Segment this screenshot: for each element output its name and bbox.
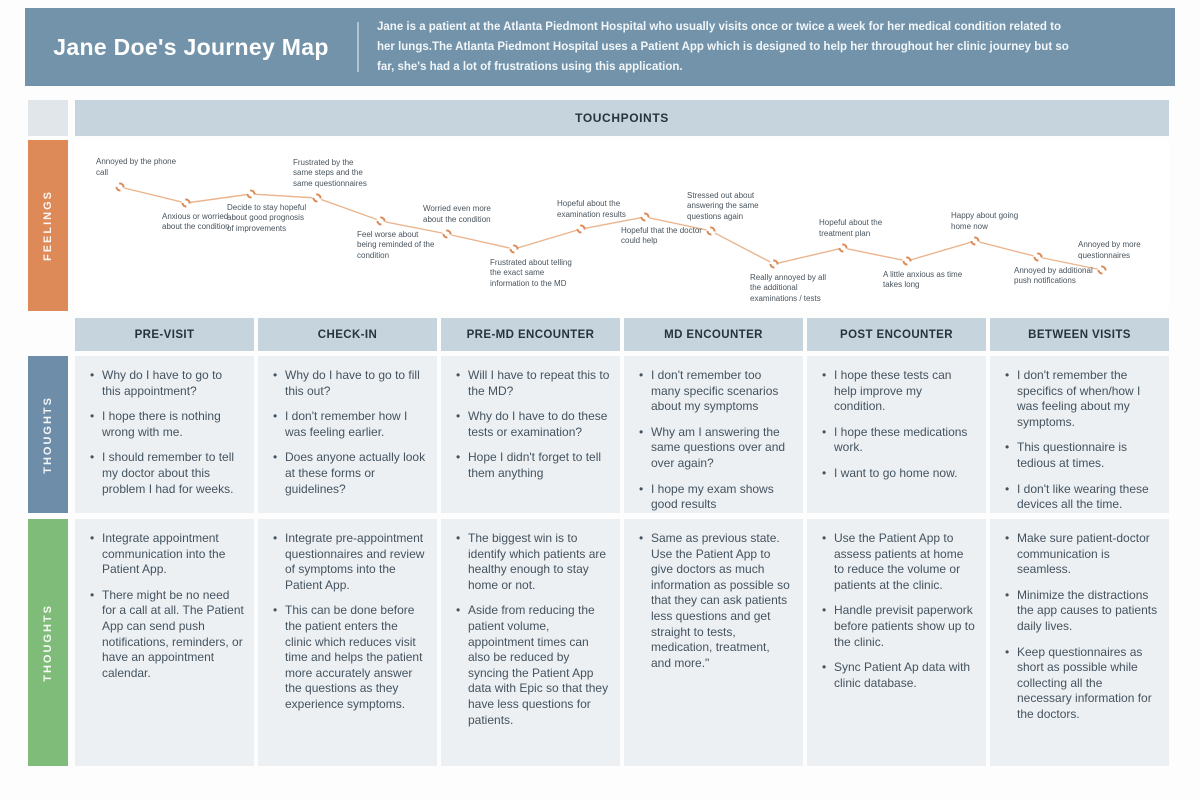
feeling-point [182, 199, 191, 208]
thought-item: • Aside from reducing the patient volume, appointment times can also be reduced by syncing the Patient App data with Epic so that they have less questions for patients. [455, 603, 610, 728]
feeling-annotation: A little anxious as time takes long [883, 270, 963, 290]
touchpoints-header: TOUCHPOINTS [75, 100, 1169, 136]
feeling-point [247, 190, 256, 199]
thought-item: • Integrate appointment communication into the Patient App. [89, 531, 244, 578]
thought-item: • Why do I have to go to fill this out? [272, 368, 427, 399]
thought-item: • Keep questionnaires as short as possible while collecting all the necessary information for the doctors. [1004, 645, 1159, 723]
row-label-thoughts-1 [28, 356, 68, 513]
stage-header-post-encounter: POST ENCOUNTER [807, 318, 986, 351]
feeling-annotation: Happy about going home now [951, 211, 1019, 231]
thought-item: • I hope these tests can help improve my condition. [821, 368, 976, 415]
thoughts-cell-md-encounter [624, 356, 803, 513]
thoughts-cell-pre-visit [75, 356, 254, 513]
feeling-point [903, 257, 912, 266]
opportunities-cell-post-encounter [807, 519, 986, 766]
thought-item: • I hope these medications work. [821, 425, 976, 456]
corner-cell [28, 100, 68, 136]
thought-item: • I hope my exam shows good results [638, 482, 793, 513]
thought-item: • I hope there is nothing wrong with me. [89, 409, 244, 440]
thought-item: • Why do I have to do these tests or examination? [455, 409, 610, 440]
opportunities-cell-pre-md-encounter [441, 519, 620, 766]
thoughts-2-label-text: THOUGHTS [42, 603, 54, 682]
page-title: Jane Doe's Journey Map [53, 33, 329, 60]
feeling-annotation: Hopeful about the treatment plan [819, 218, 883, 238]
thought-item: • Does anyone actually look at these forms or guidelines? [272, 450, 427, 497]
feelings-chart [75, 140, 1169, 311]
feeling-annotation: Really annoyed by all the additional examinations / tests [750, 273, 827, 303]
feeling-point [577, 225, 586, 234]
feeling-point [971, 237, 980, 246]
thought-item: • Use the Patient App to assess patients at home to reduce the volume or patients at the clinic. [821, 531, 976, 593]
thoughts-1-label-text: THOUGHTS [42, 395, 54, 474]
thought-item: • This can be done before the patient enters the clinic which reduces visit time and helps the patient more accurately answer the questions as they experience symptoms. [272, 603, 427, 712]
thought-item: • I don't remember the specifics of when/how I was feeling about my symptoms. [1004, 368, 1159, 430]
feeling-point [116, 183, 125, 192]
feeling-point [313, 194, 322, 203]
feeling-annotation: Anxious or worried about the condition [162, 212, 230, 232]
thought-item: • I don't remember how I was feeling earlier. [272, 409, 427, 440]
header-description: Jane is a patient at the Atlanta Piedmont Hospital who usually visits once or twice a week for her medical condition related to her lungs.The Atlanta Piedmont Hospital uses a Patient App which is designed to help her throughout her clinic journey but so far, she's had a lot of frustrations using this application. [377, 20, 1069, 74]
thought-item: • Make sure patient-doctor communication is seamless. [1004, 531, 1159, 578]
opportunities-cell-between-visits [990, 519, 1169, 766]
stage-header-pre-md-encounter: PRE-MD ENCOUNTER [441, 318, 620, 351]
feeling-annotation: Feel worse about being reminded of the condition [357, 230, 435, 260]
feeling-annotation: Frustrated about telling the exact same information to the MD [490, 258, 572, 288]
opportunities-cell-check-in [258, 519, 437, 766]
feeling-point [1034, 253, 1043, 262]
thought-item: • Handle previsit paperwork before patients show up to the clinic. [821, 603, 976, 650]
header-divider [357, 22, 359, 72]
feelings-label-text: FEELINGS [42, 189, 54, 261]
feeling-annotation: Hopeful that the doctor could help [621, 226, 702, 246]
thoughts-row-1 [75, 356, 1169, 513]
thought-item: • I don't remember too many specific scenarios about my symptoms [638, 368, 793, 415]
thought-item: • I want to go home now. [821, 466, 976, 482]
feeling-annotation: Stressed out about answering the same questions again [687, 190, 759, 221]
feeling-point [443, 230, 452, 239]
thought-item: • I should remember to tell my doctor about this problem I had for weeks. [89, 450, 244, 497]
opportunities-cell-md-encounter [624, 519, 803, 766]
thought-item: • Integrate pre-appointment questionnaires and review of symptoms into the Patient App. [272, 531, 427, 593]
thought-item: • Same as previous state. Use the Patient App to give doctors as much information as possible so that they can ask patients less questions and get straight to tests, medication, treatment, and more." [638, 531, 793, 671]
stage-header-md-encounter: MD ENCOUNTER [624, 318, 803, 351]
feeling-annotation: Hopeful about the examination results [557, 199, 626, 219]
thought-item: • This questionnaire is tedious at times. [1004, 440, 1159, 471]
feeling-point [707, 227, 716, 236]
thoughts-cell-post-encounter [807, 356, 986, 513]
stage-header-pre-visit: PRE-VISIT [75, 318, 254, 351]
thought-item: • The biggest win is to identify which patients are healthy enough to stay home or not. [455, 531, 610, 593]
feeling-annotation: Decide to stay hopeful about good prognosis of improvements [227, 203, 307, 233]
feeling-annotation: Annoyed by more questionnaires [1078, 240, 1141, 260]
row-label-thoughts-2 [28, 519, 68, 766]
page-header [25, 8, 1175, 86]
feeling-point [641, 213, 650, 222]
stage-header-row [75, 318, 1169, 351]
thought-item: • Sync Patient Ap data with clinic database. [821, 660, 976, 691]
thought-item: • I don't like wearing these devices all the time. [1004, 482, 1159, 513]
row-label-feelings [28, 140, 68, 311]
feeling-annotation: Worried even more about the condition [423, 204, 491, 224]
thought-item: • Why am I answering the same questions over and over again? [638, 425, 793, 472]
feeling-point [839, 244, 848, 253]
feeling-point [1098, 266, 1107, 275]
feeling-point [510, 245, 519, 254]
feeling-point [377, 217, 386, 226]
feeling-annotation: Annoyed by the phone call [96, 157, 177, 177]
thoughts-cell-check-in [258, 356, 437, 513]
thought-item: • Hope I didn't forget to tell them anything [455, 450, 610, 481]
thoughts-cell-pre-md-encounter [441, 356, 620, 513]
thought-item: • There might be no need for a call at all. The Patient App can send push notifications, reminders, or have an appointment calendar. [89, 588, 244, 682]
stage-header-check-in: CHECK-IN [258, 318, 437, 351]
feeling-annotation: Frustrated by the same steps and the same questionnaires [293, 157, 367, 188]
thoughts-row-2 [75, 519, 1169, 766]
stage-header-between-visits: BETWEEN VISITS [990, 318, 1169, 351]
thought-item: • Why do I have to go to this appointment? [89, 368, 244, 399]
thought-item: • Minimize the distractions the app causes to patients daily lives. [1004, 588, 1159, 635]
thoughts-cell-between-visits [990, 356, 1169, 513]
feeling-annotation: Annoyed by additional push notifications [1014, 266, 1093, 286]
opportunities-cell-pre-visit [75, 519, 254, 766]
thought-item: • Will I have to repeat this to the MD? [455, 368, 610, 399]
feeling-point [770, 260, 779, 269]
